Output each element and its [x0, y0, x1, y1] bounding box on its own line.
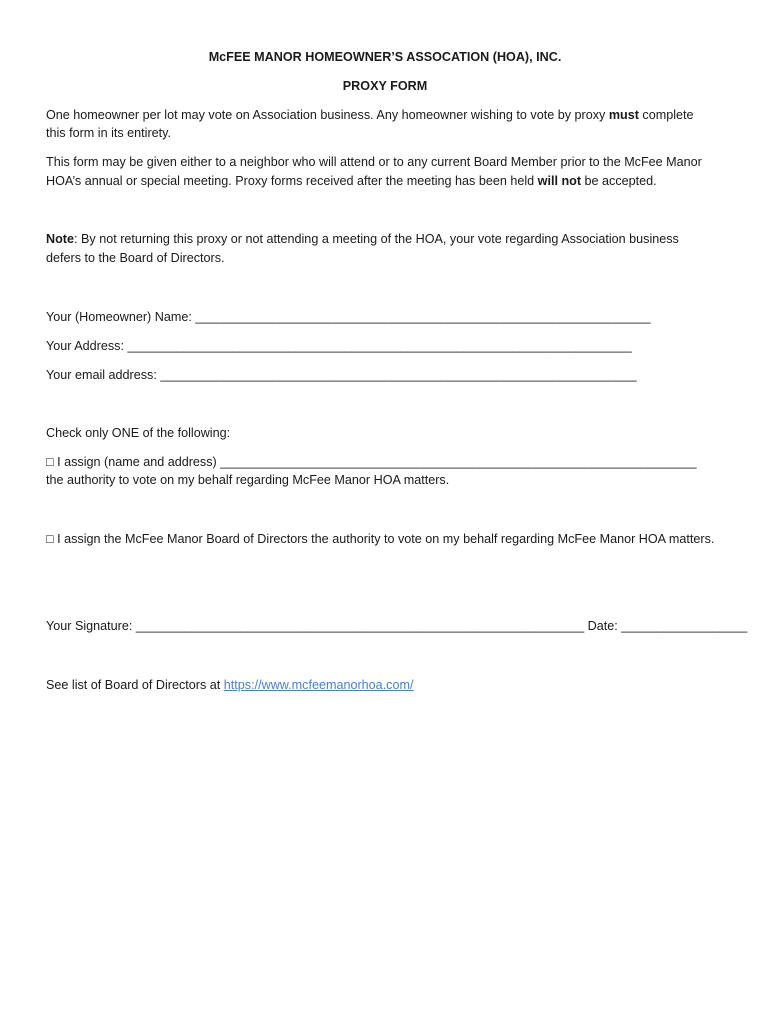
intro-text: HOA’s annual or special meeting. Proxy forms received after the meeting has been held — [46, 174, 538, 188]
will-not-emphasis: will not — [537, 174, 582, 188]
intro-paragraph-1-line-2: this form in its entirety. — [46, 126, 172, 140]
note-line-2: defers to the Board of Directors. — [46, 251, 225, 265]
option-assign-person-line-2: the authority to vote on my behalf regarding McFee Manor HOA matters. — [46, 473, 450, 487]
option-assign-board[interactable]: □ I assign the McFee Manor Board of Directors the authority to vote on my behalf regarding McFee Manor HOA matters. — [46, 532, 715, 546]
board-list-link[interactable]: https://www.mcfeemanorhoa.com/ — [223, 678, 414, 692]
form-title: McFEE MANOR HOMEOWNER’S ASSOCATION (HOA), INC. — [208, 50, 562, 64]
intro-paragraph-1-line-1 — [46, 106, 694, 124]
email-field[interactable]: Your email address: ____________________________________________________________________ — [46, 368, 637, 382]
intro-text: One homeowner per lot may vote on Association business. Any homeowner wishing to vote by proxy — [46, 108, 609, 122]
intro-text-end: be accepted. — [581, 174, 657, 188]
form-subtitle: PROXY FORM — [342, 79, 428, 93]
homeowner-name-field[interactable]: Your (Homeowner) Name: _________________________________________________________________ — [46, 310, 651, 324]
option-assign-person[interactable]: □ I assign (name and address) ____________________________________________________________________ — [46, 455, 697, 469]
board-list-line — [46, 676, 413, 694]
intro-paragraph-2-line-1: This form may be given either to a neighbor who will attend or to any current Board Member prior to the McFee Manor — [46, 155, 702, 169]
note-line-1 — [46, 230, 679, 248]
intro-text-end: complete — [638, 108, 694, 122]
must-emphasis: must — [608, 108, 639, 122]
signature-date-field[interactable]: Your Signature: ________________________________________________________________ Date: __________________ — [46, 619, 748, 633]
note-label: Note — [46, 232, 74, 246]
options-instruction: Check only ONE of the following: — [46, 426, 231, 440]
intro-paragraph-2-line-2 — [46, 172, 657, 190]
board-list-text: See list of Board of Directors at — [46, 678, 224, 692]
note-text: : By not returning this proxy or not attending a meeting of the HOA, your vote regarding Association business — [74, 232, 679, 246]
address-field[interactable]: Your Address: ________________________________________________________________________ — [46, 339, 632, 353]
